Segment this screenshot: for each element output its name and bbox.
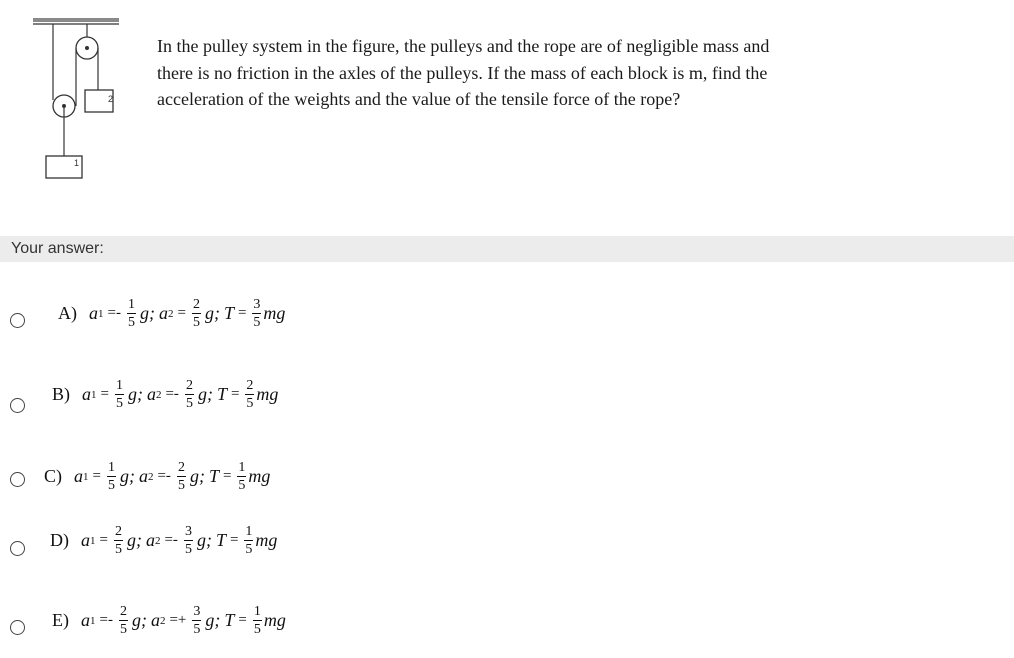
block-1-label: 1 [74,158,80,168]
answer-header [0,236,1014,262]
question-text: In the pulley system in the figure, the pulleys and the rope are of negligible mass and there is no friction in the axles of the pulleys. If the mass of each block is m, find the acceleration of the weights and the value of the tensile force of the rope? [157,36,770,109]
radio-button[interactable] [10,541,25,556]
radio-button[interactable] [10,398,25,413]
block-2-label: 2 [108,94,114,104]
option-a-formula: A) a 1 =- $\frac{1}{5}$ g; a 2 = $\frac{2}{5}$ g; T = $\frac{3}{5}$ mg [58,297,286,330]
option-d-formula: D) a 1 = $\frac{2}{5}$ g; a 2 =- $\frac{3}{5}$ g; T = $\frac{1}{5}$ mg [50,524,278,557]
radio-button[interactable] [10,472,25,487]
option-a[interactable] [0,293,600,349]
option-b[interactable] [0,374,600,430]
your-answer-label: Your answer: [11,240,104,257]
option-c[interactable] [0,458,600,514]
pulley-diagram [8,18,148,196]
option-b-formula: B) a 1 = $\frac{1}{5}$ g; a 2 =- $\frac{2}{5}$ g; T = $\frac{2}{5}$ mg [52,378,279,411]
pulley-figure [8,18,148,196]
option-e-formula: E) a 1 =- $\frac{2}{5}$ g; a 2 =+ $\frac{3}{5}$ g; T = $\frac{1}{5}$ mg [52,604,286,637]
radio-button[interactable] [10,620,25,635]
option-c-formula: C) a 1 = $\frac{1}{5}$ g; a 2 =- $\frac{2}{5}$ g; T = $\frac{1}{5}$ mg [44,460,271,493]
radio-button[interactable] [10,313,25,328]
option-d[interactable] [0,522,600,578]
option-e[interactable] [0,602,600,658]
